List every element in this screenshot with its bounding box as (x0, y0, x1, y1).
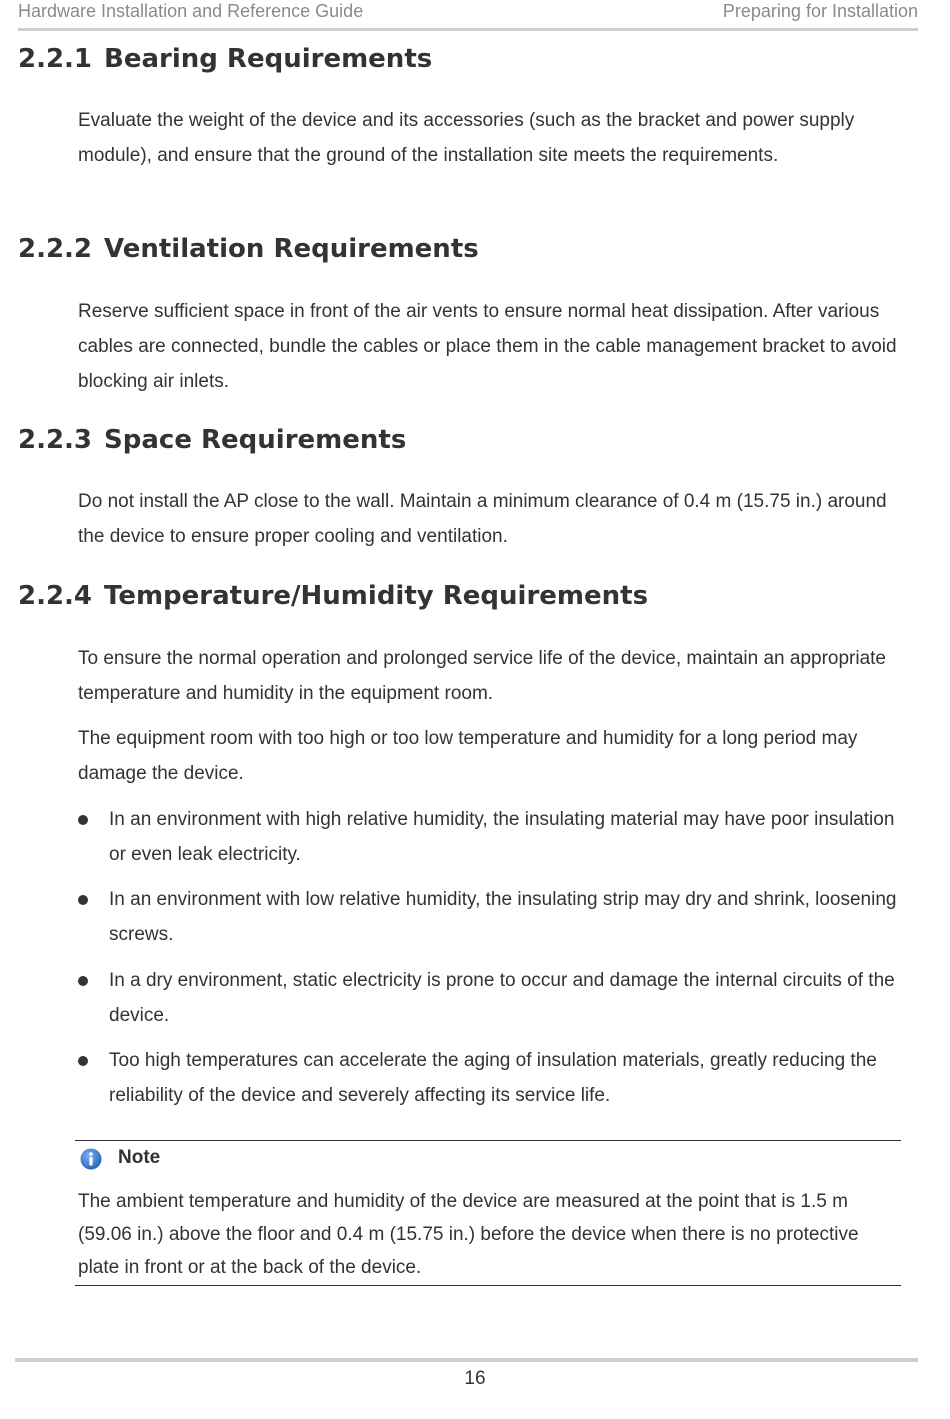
paragraph: The equipment room with too high or too low temperature and humidity for a long period may damage the device. (78, 728, 858, 784)
list-item-text: In an environment with high relative humidity, the insulating material may have poor insulation or even leak electricity. (109, 809, 895, 865)
section-heading-space (18, 425, 406, 455)
note-text: The ambient temperature and humidity of the device are measured at the point that is 1.5 m (59.06 in.) above the floor and 0.4 m (15.75 in.) before the device when there is no protective plate in front or at the back of the device. (78, 1191, 859, 1278)
section-title: Bearing Requirements (104, 44, 433, 74)
section-heading-bearing (18, 44, 432, 74)
list-item (78, 963, 903, 1033)
section-number: 2.2.1 (18, 44, 93, 74)
page-header (18, 0, 918, 31)
section-title: Space Requirements (104, 425, 407, 455)
section-number: 2.2.4 (18, 581, 93, 611)
section-heading-ventilation (18, 234, 479, 264)
section-title: Ventilation Requirements (104, 234, 479, 264)
note-label: Note (118, 1147, 161, 1168)
footer-divider (15, 1358, 918, 1362)
list-item (78, 802, 903, 872)
list-item (78, 1043, 903, 1113)
section-number: 2.2.2 (18, 234, 93, 264)
note-box (75, 1140, 901, 1286)
bullet-icon (78, 976, 88, 986)
info-icon (80, 1148, 102, 1170)
list-item-text: In a dry environment, static electricity is prone to occur and damage the internal circuits of the device. (109, 970, 895, 1026)
paragraph: Evaluate the weight of the device and its accessories (such as the bracket and power supply module), and ensure that the ground of the installation site meets the requirements. (78, 110, 855, 166)
list-item (78, 882, 903, 952)
header-chapter-title: Preparing for Installation (722, 1, 918, 21)
section-heading-temperature-humidity (18, 581, 648, 611)
section-title: Temperature/Humidity Requirements (104, 581, 649, 611)
header-doc-title: Hardware Installation and Reference Guide (18, 1, 364, 21)
paragraph: To ensure the normal operation and prolonged service life of the device, maintain an appropriate temperature and humidity in the equipment room. (78, 648, 887, 704)
paragraph: Do not install the AP close to the wall. Maintain a minimum clearance of 0.4 m (15.75 in.) around the device to ensure proper cooling and ventilation. (78, 491, 887, 547)
bullet-icon (78, 1056, 88, 1066)
list-item-text: In an environment with low relative humidity, the insulating strip may dry and shrink, loosening screws. (109, 889, 897, 945)
section-number: 2.2.3 (18, 425, 93, 455)
bullet-icon (78, 895, 88, 905)
list-item-text: Too high temperatures can accelerate the aging of insulation materials, greatly reducing the reliability of the device and severely affecting its service life. (109, 1050, 877, 1106)
bullet-icon (78, 815, 88, 825)
paragraph: Reserve sufficient space in front of the air vents to ensure normal heat dissipation. After various cables are connected, bundle the cables or place them in the cable management bracket to avoid blocking air inlets. (78, 301, 897, 392)
page-number: 16 (464, 1368, 486, 1389)
